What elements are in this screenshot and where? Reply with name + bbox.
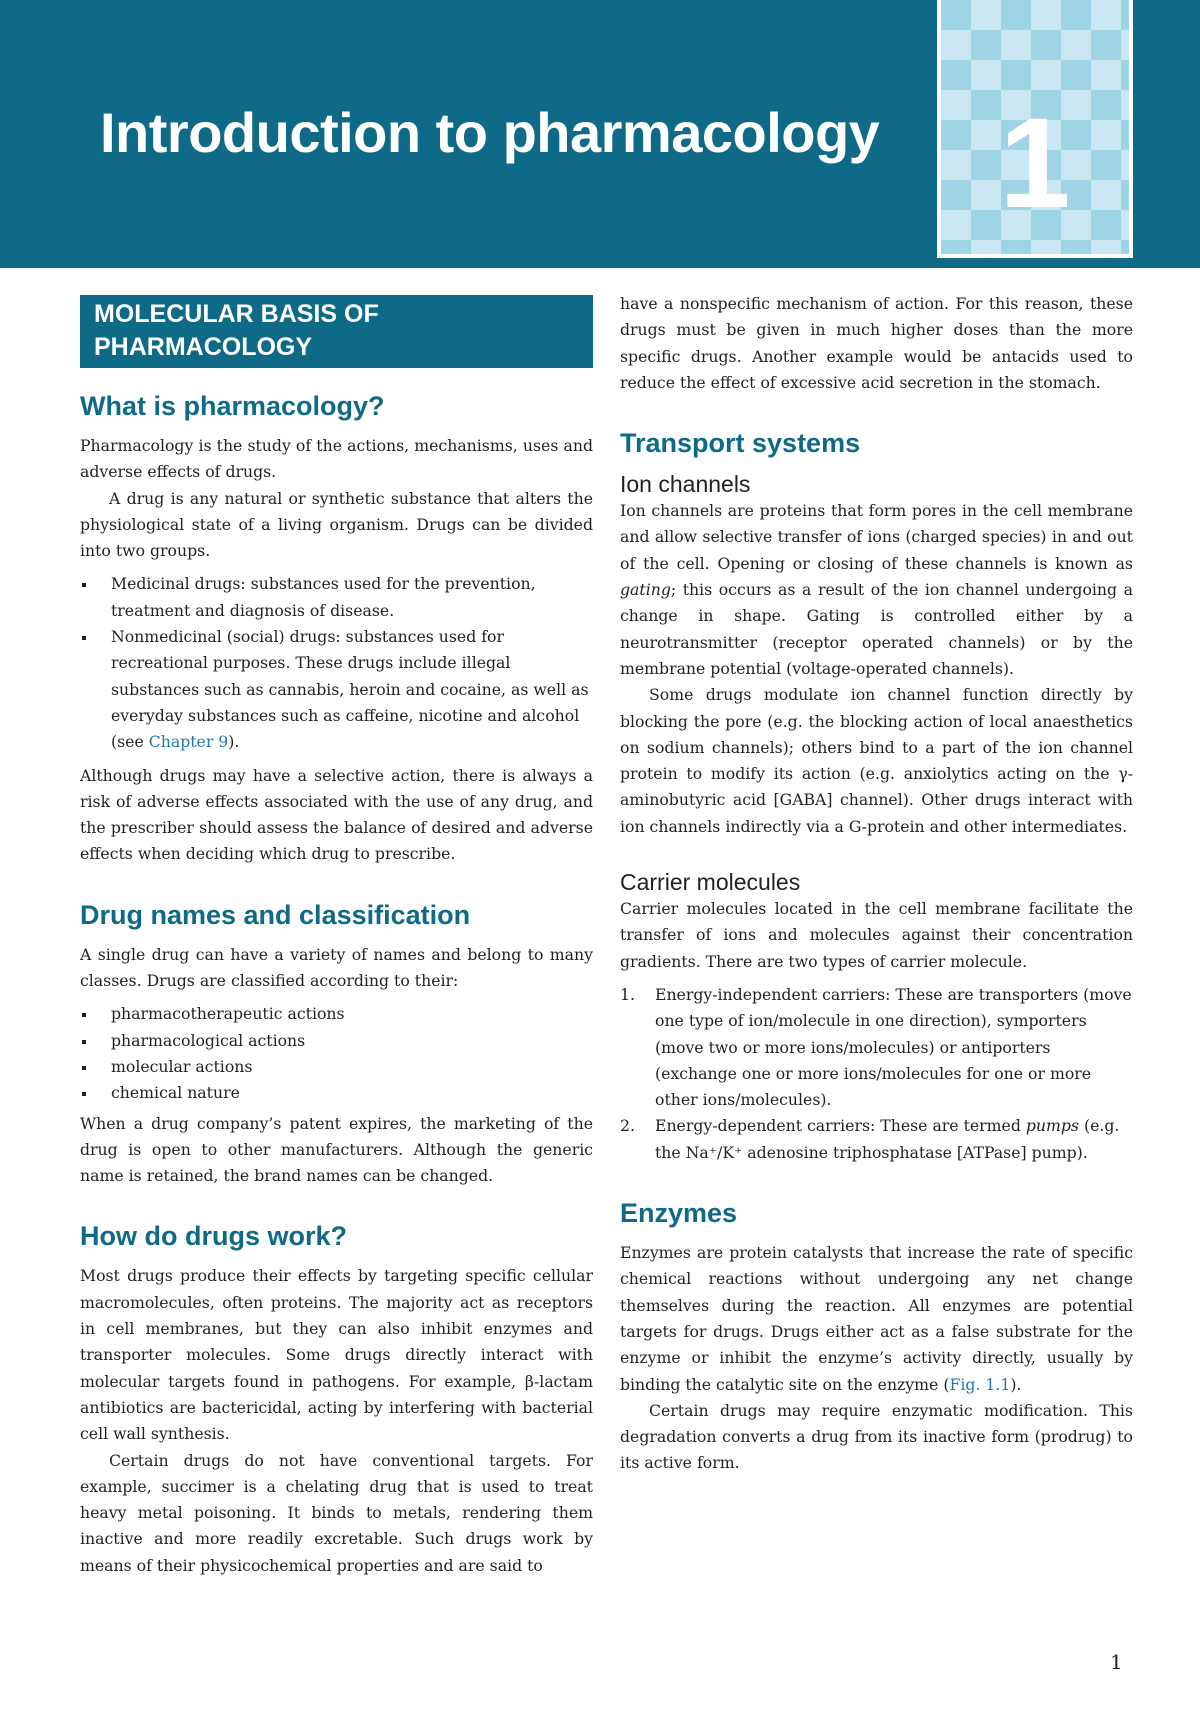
list-item: pharmacotherapeutic actions xyxy=(80,1001,593,1027)
list-number: 2. xyxy=(620,1116,635,1136)
text: ). xyxy=(1010,1374,1022,1394)
list-item-text: Energy-dependent carriers: These are termed xyxy=(655,1116,1026,1136)
paragraph: Certain drugs do not have conventional targets. For example, succimer is a chelating drug that is used to treat heavy metal poisoning. It binds to metals, rendering them inactive and more readily excretable. Such drugs work by means of their physicochemical properties and are said to xyxy=(80,1450,593,1575)
heading-what-is-pharmacology: What is pharmacology? xyxy=(80,391,385,421)
chapter-header-banner xyxy=(0,0,1200,268)
section-banner xyxy=(80,295,593,368)
list-item-text: Energy-independent carriers: These are transporters (move one type of ion/molecule in one direction), symporters (move two or more ions/molecules) or antiporters (exchange one or more ions/molecules for one or more other ions/molecules). xyxy=(655,984,1132,1110)
paragraph: A single drug can have a variety of names and belong to many classes. Drugs are classified according to their: xyxy=(80,944,593,991)
paragraph: Pharmacology is the study of the actions, mechanisms, uses and adverse effects of drugs. xyxy=(80,436,593,482)
right-column xyxy=(620,291,1133,1477)
paragraph: When a drug company’s patent expires, the marketing of the drug is open to other manufacturers. Although the generic name is retained, the brand names can be changed. xyxy=(80,1113,593,1186)
list-item xyxy=(80,624,593,755)
paragraph: Certain drugs may require enzymatic modification. This degradation converts a drug from its inactive form (prodrug) to its active form. xyxy=(620,1400,1133,1473)
left-column xyxy=(80,295,593,1579)
heading-ion-channels: Ion channels xyxy=(620,471,751,498)
paragraph xyxy=(620,498,1133,682)
paragraph: Although drugs may have a selective action, there is always a risk of adverse effects associated with the use of any drug, and the prescriber should assess the balance of desired and adverse effects when deciding which drug to prescribe. xyxy=(80,765,593,864)
list-item xyxy=(620,982,1133,1113)
list-item: molecular actions xyxy=(80,1054,593,1080)
emphasis: pumps xyxy=(1025,1116,1079,1136)
page-number: 1 xyxy=(1110,1650,1123,1674)
fig-1-1-link[interactable]: Fig. 1.1 xyxy=(949,1374,1011,1394)
list-item: chemical nature xyxy=(80,1080,593,1106)
paragraph: A drug is any natural or synthetic substance that alters the physiological state of a living organism. Drugs can be divided into two groups. xyxy=(80,488,593,561)
list-item: Medicinal drugs: substances used for the prevention, treatment and diagnosis of disease. xyxy=(80,571,593,624)
carrier-types-list xyxy=(620,982,1133,1166)
paragraph: have a nonspecific mechanism of action. For this reason, these drugs must be given in much higher doses than the more specific drugs. Another example would be antacids used to reduce the effect of excessive acid secretion in the stomach. xyxy=(620,294,1133,392)
list-number: 1. xyxy=(620,984,635,1004)
list-item xyxy=(620,1113,1133,1166)
list-item: pharmacological actions xyxy=(80,1028,593,1054)
paragraph: Some drugs modulate ion channel function directly by blocking the pore (e.g. the blocking action of local anaesthetics on sodium channels); others bind to a part of the ion channel protein to modify its action (e.g. anxiolytics acting on the γ-aminobutyric acid [GABA] channel). Other drugs interact with ion channels indirectly via a G-protein and other intermediates. xyxy=(620,685,1133,836)
heading-drug-names: Drug names and classification xyxy=(80,899,471,930)
text: Enzymes are protein catalysts that increase the rate of specific chemical reactions without undergoing any net change themselves during the reaction. All enzymes are potential targets for drugs. Drugs either act as a false substrate for the enzyme or inhibit the enzyme’s activity directly, usually by binding the catalytic site on the enzyme ( xyxy=(620,1243,1133,1394)
section-banner-line2: PHARMACOLOGY xyxy=(94,333,313,361)
emphasis: gating xyxy=(620,580,671,600)
chapter-9-link[interactable]: Chapter 9 xyxy=(148,732,229,752)
drug-groups-list xyxy=(80,571,593,755)
heading-carrier-molecules: Carrier molecules xyxy=(620,869,801,896)
chapter-number-box xyxy=(937,0,1133,258)
list-item-text: (e.g. the Na⁺/K⁺ adenosine triphosphatase [ATPase] pump). xyxy=(655,1116,1120,1162)
section-banner-line1: MOLECULAR BASIS OF xyxy=(94,300,379,328)
list-item-text: Nonmedicinal (social) drugs: substances used for recreational purposes. These drugs include illegal substances such as cannabis, heroin and cocaine, as well as everyday substances such as caffeine, nicotine and alcohol (see xyxy=(111,627,589,752)
chapter-title: Introduction to pharmacology xyxy=(100,101,880,164)
classification-list xyxy=(80,1001,593,1106)
heading-how-do-drugs-work: How do drugs work? xyxy=(80,1221,347,1252)
text: ; this occurs as a result of the ion channel undergoing a change in shape. Gating is controlled either by a neurotransmitter (receptor operated channels) or by the membrane potential (voltage-operated channels). xyxy=(620,580,1133,678)
heading-enzymes: Enzymes xyxy=(620,1198,738,1229)
text: Ion channels are proteins that form pores in the cell membrane and allow selective transfer of ions (charged species) in and out of the cell. Opening or closing of these channels is known as xyxy=(620,501,1133,573)
paragraph: Most drugs produce their effects by targeting specific cellular macromolecules, often proteins. The majority act as receptors in cell membranes, but they can also inhibit enzymes and transporter molecules. Some drugs directly interact with molecular targets found in pathogens. For example, β-lactam antibiotics are bactericidal, acting by interfering with bacterial cell wall synthesis. xyxy=(80,1266,593,1444)
paragraph: Carrier molecules located in the cell membrane facilitate the transfer of ions and molecules against their concentration gradients. There are two types of carrier molecule. xyxy=(620,899,1133,971)
list-item-text-end: ). xyxy=(228,732,240,752)
chapter-number: 1 xyxy=(999,92,1071,235)
paragraph xyxy=(620,1240,1133,1398)
heading-transport-systems: Transport systems xyxy=(620,428,861,459)
